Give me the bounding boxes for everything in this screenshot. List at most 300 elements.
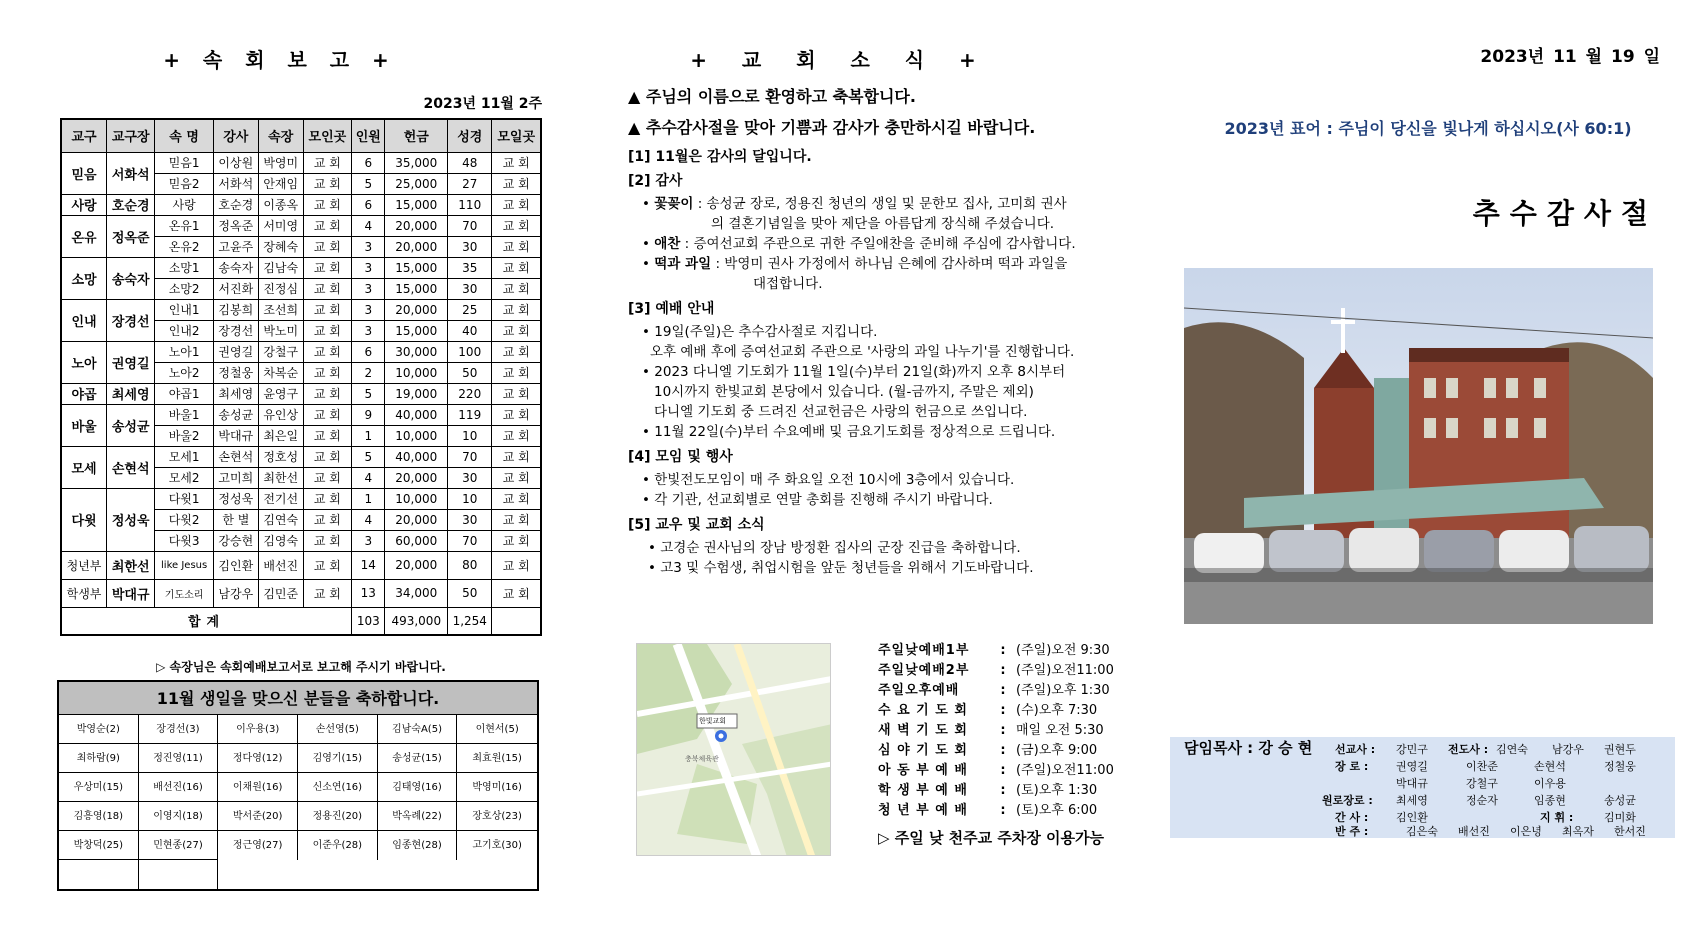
- offering-amount: 20,000: [385, 236, 448, 257]
- meal-keyword: 애찬: [654, 236, 681, 252]
- bible-count: 30: [448, 509, 492, 530]
- conductor-name: 김미화: [1604, 811, 1636, 824]
- birthday-entry: 송성균(15): [378, 744, 458, 773]
- service-row: [878, 701, 1118, 721]
- birthday-entry: 박서준(20): [218, 802, 298, 831]
- speaker-cell: 박대규: [213, 425, 258, 446]
- worship-item-1b: 오후 예배 후에 증여선교회 주관으로 '사랑의 과일 나누기'를 진행합니다.: [650, 344, 1075, 360]
- birthday-entry: 고기호(30): [472, 840, 522, 851]
- bible-count: 30: [448, 467, 492, 488]
- cell-head: 박노미: [258, 320, 303, 341]
- meeting-place: 교 회: [303, 341, 351, 362]
- bible-count: 110: [448, 194, 492, 215]
- member-news-2: • 고3 및 수험생, 취업시험을 앞둔 청년들을 위해서 기도바랍니다.: [648, 560, 1034, 576]
- service-time: (주일)오전11:00: [1016, 663, 1114, 678]
- next-place: 교 회: [492, 488, 541, 509]
- attendance-count: 2: [352, 362, 385, 383]
- fruit-text: : 박영미 권사 가정에서 하나님 은혜에 감사하며 떡과 과일을: [715, 256, 1068, 272]
- col-header: 속장: [258, 119, 303, 152]
- col-header: 모인곳: [303, 119, 351, 152]
- meeting-place: 교 회: [303, 509, 351, 530]
- cell-name: 다윗2: [155, 509, 213, 530]
- event-item-1-text: 한빛전도모임이 매 주 화요일 오전 10시에 3층에서 있습니다.: [654, 472, 1015, 488]
- service-time: (토)오후 6:00: [1016, 803, 1098, 818]
- district-leader-cell: 송성균: [107, 404, 155, 446]
- attendance-count: 3: [352, 257, 385, 278]
- cell-head: 김남숙: [258, 257, 303, 278]
- cell-name: 소망1: [155, 257, 213, 278]
- next-place: 교 회: [492, 579, 541, 607]
- worship-item-1-text: 19일(주일)은 추수감사절로 지킵니다.: [654, 324, 878, 340]
- birthday-entry: 장호상(23): [457, 802, 537, 831]
- birthday-entry: 손선영(5): [298, 715, 378, 744]
- next-place: 교 회: [492, 446, 541, 467]
- accompanist-name: 한서진: [1614, 825, 1646, 838]
- birthday-entry: 이현서(5): [457, 715, 537, 744]
- birthday-entry: 배선진(16): [139, 773, 219, 802]
- worship-item-3: • 11월 22일(수)부터 수요예배 및 금요기도회를 정상적으로 드립니다.: [642, 424, 1056, 440]
- bible-count: 50: [448, 362, 492, 383]
- offering-amount: 60,000: [385, 530, 448, 551]
- elder-label: 장 로 :: [1335, 760, 1369, 773]
- speaker-cell: 장경선: [213, 320, 258, 341]
- cell-name: 다윗3: [155, 530, 213, 551]
- offering-amount: 15,000: [385, 278, 448, 299]
- bible-count: 30: [448, 278, 492, 299]
- bible-count: 48: [448, 152, 492, 173]
- retired-elder-name: 송성균: [1604, 794, 1636, 807]
- attendance-count: 1: [352, 488, 385, 509]
- service-row: [878, 781, 1118, 801]
- cell-head: 조선희: [258, 299, 303, 320]
- service-name: 수 요 기 도 회: [878, 703, 968, 718]
- service-colon: :: [1000, 723, 1006, 738]
- service-colon: :: [1000, 683, 1006, 698]
- speaker-cell: 서진화: [213, 278, 258, 299]
- retired-elder-label: 원로장로 :: [1322, 794, 1373, 807]
- cell-head: 김영숙: [258, 530, 303, 551]
- bible-count: 50: [448, 579, 492, 607]
- bible-count: 10: [448, 425, 492, 446]
- cell-name: 노아2: [155, 362, 213, 383]
- worship-item-2-text: 2023 다니엘 기도회가 11월 1일(수)부터 21일(화)까지 오후 8시부터: [654, 364, 1066, 380]
- district-cell: 소망: [61, 257, 107, 299]
- bible-count: 25: [448, 299, 492, 320]
- cell-head: 강철구: [258, 341, 303, 362]
- col-header: 인원: [352, 119, 385, 152]
- table-row: [61, 404, 541, 425]
- service-name: 학 생 부 예 배: [878, 783, 968, 798]
- worship-item-3-text: 11월 22일(수)부터 수요예배 및 금요기도회를 정상적으로 드립니다.: [654, 424, 1056, 440]
- offering-amount: 15,000: [385, 257, 448, 278]
- fruit-text-2: 대접합니다.: [753, 276, 823, 292]
- cell-name: 인내1: [155, 299, 213, 320]
- worship-item-2c: 다니엘 기도회 중 드려진 선교헌금은 사랑의 헌금으로 쓰입니다.: [654, 404, 1028, 420]
- offering-amount: 20,000: [385, 551, 448, 579]
- accompanist-label: 반 주 :: [1335, 825, 1369, 838]
- next-place: 교 회: [492, 362, 541, 383]
- attendance-count: 4: [352, 509, 385, 530]
- district-cell: 모세: [61, 446, 107, 488]
- district-cell: 인내: [61, 299, 107, 341]
- map-graphic: [637, 644, 831, 856]
- report-week: 2023년 11월 2주: [423, 96, 542, 112]
- col-header: 모일곳: [492, 119, 541, 152]
- bible-count: 70: [448, 215, 492, 236]
- news-body: [628, 84, 1128, 578]
- evangelist-label: 전도사 :: [1448, 743, 1489, 756]
- cell-head: 최은일: [258, 425, 303, 446]
- table-header-row: [61, 119, 541, 152]
- speaker-cell: 정철웅: [213, 362, 258, 383]
- meeting-place: 교 회: [303, 425, 351, 446]
- next-place: 교 회: [492, 467, 541, 488]
- report-body: [61, 152, 541, 607]
- flower-text-2: 의 결혼기념일을 맞아 제단을 아름답게 장식해 주셨습니다.: [711, 216, 1055, 232]
- district-leader-cell: 서화석: [107, 152, 155, 194]
- speaker-cell: 김인환: [213, 551, 258, 579]
- section-5-heading: [5] 교우 및 교회 소식: [628, 517, 765, 533]
- col-header: 교구장: [107, 119, 155, 152]
- retired-elder-name: 정순자: [1466, 794, 1498, 807]
- meeting-place: 교 회: [303, 446, 351, 467]
- speaker-cell: 송숙자: [213, 257, 258, 278]
- worship-item-2: • 2023 다니엘 기도회가 11월 1일(수)부터 21일(화)까지 오후 8시부터: [642, 364, 1066, 380]
- speaker-cell: 송성균: [213, 404, 258, 425]
- accompanist-name: 이은녕: [1510, 825, 1542, 838]
- year-motto: 2023년 표어 : 주님이 당신을 빛나게 하십시오(사 60:1): [1224, 119, 1632, 138]
- cell-head: 김민준: [258, 579, 303, 607]
- table-row: [61, 215, 541, 236]
- table-row: [61, 446, 541, 467]
- offering-amount: 10,000: [385, 488, 448, 509]
- meeting-place: 교 회: [303, 551, 351, 579]
- next-place: 교 회: [492, 173, 541, 194]
- attendance-count: 1: [352, 425, 385, 446]
- district-leader-cell: 정옥준: [107, 215, 155, 257]
- birthday-entry: 김남숙A(5): [378, 715, 458, 744]
- cell-name: 믿음2: [155, 173, 213, 194]
- meeting-place: 교 회: [303, 278, 351, 299]
- cell-head: 차복순: [258, 362, 303, 383]
- offering-amount: 20,000: [385, 467, 448, 488]
- elder-name: 이찬준: [1466, 760, 1498, 773]
- service-name: 주일오후예배: [878, 683, 960, 698]
- bible-count: 220: [448, 383, 492, 404]
- birthday-entry: 정근영(27): [218, 831, 298, 860]
- cell-head: 김연숙: [258, 509, 303, 530]
- table-row: [61, 383, 541, 404]
- cell-head: 이종옥: [258, 194, 303, 215]
- news-title: + 교 회 소 식 +: [690, 48, 990, 72]
- announcement: ▲ 추수감사절을 맞아 기쁨과 감사가 충만하시길 바랍니다.: [628, 118, 1036, 137]
- meeting-place: 교 회: [303, 257, 351, 278]
- event-item-1: • 한빛전도모임이 매 주 화요일 오전 10시에 3층에서 있습니다.: [642, 472, 1015, 488]
- district-cell: 다윗: [61, 488, 107, 551]
- cell-name: 야곱1: [155, 383, 213, 404]
- church-building-image: [1184, 268, 1653, 624]
- speaker-cell: 강승현: [213, 530, 258, 551]
- bible-count: 80: [448, 551, 492, 579]
- service-time: (주일)오전 9:30: [1016, 643, 1110, 658]
- birthday-entry: 박영미(16): [457, 773, 537, 802]
- elder-name: 박대규: [1396, 777, 1428, 790]
- table-row: [61, 551, 541, 579]
- season-title: 추수감사절: [1472, 197, 1658, 230]
- bible-count: 40: [448, 320, 492, 341]
- total-row: [61, 607, 541, 635]
- service-colon: :: [1000, 743, 1006, 758]
- district-leader-cell: 최세영: [107, 383, 155, 404]
- conductor-label: 지 휘 :: [1540, 811, 1574, 824]
- attendance-count: 14: [352, 551, 385, 579]
- cell-name: 노아1: [155, 341, 213, 362]
- attendance-count: 6: [352, 194, 385, 215]
- cell-name: 모세1: [155, 446, 213, 467]
- next-place: 교 회: [492, 215, 541, 236]
- service-name: 청 년 부 예 배: [878, 803, 968, 818]
- offering-amount: 20,000: [385, 299, 448, 320]
- bible-count: 27: [448, 173, 492, 194]
- cell-head: 유인상: [258, 404, 303, 425]
- evangelist-name: 남강우: [1552, 743, 1584, 756]
- offering-amount: 30,000: [385, 341, 448, 362]
- service-row: [878, 641, 1118, 661]
- fruit-item: • 떡과 과일 : 박영미 권사 가정에서 하나님 은혜에 감사하며 떡과 과일을: [642, 256, 1068, 272]
- district-cell: 학생부: [61, 579, 107, 607]
- birthday-entry: 김흥영(18): [59, 802, 139, 831]
- district-leader-cell: 송숙자: [107, 257, 155, 299]
- elder-name: 권영길: [1396, 760, 1428, 773]
- meeting-place: 교 회: [303, 467, 351, 488]
- service-row: [878, 681, 1118, 701]
- district-leader-cell: 손현석: [107, 446, 155, 488]
- speaker-cell: 고미희: [213, 467, 258, 488]
- meeting-place: 교 회: [303, 215, 351, 236]
- attendance-count: 3: [352, 278, 385, 299]
- cell-name: like Jesus: [155, 551, 213, 579]
- birthday-entry: 정진영(11): [139, 744, 219, 773]
- attendance-count: 3: [352, 299, 385, 320]
- bible-count: 100: [448, 341, 492, 362]
- offering-amount: 19,000: [385, 383, 448, 404]
- meeting-place: 교 회: [303, 152, 351, 173]
- service-row: [878, 801, 1118, 821]
- speaker-cell: 정성욱: [213, 488, 258, 509]
- speaker-cell: 고윤주: [213, 236, 258, 257]
- worship-item-2b: 10시까지 한빛교회 본당에서 있습니다. (월-금까지, 주말은 제외): [654, 384, 1034, 400]
- next-place: 교 회: [492, 551, 541, 579]
- cell-name: 소망2: [155, 278, 213, 299]
- total-empty: [492, 607, 541, 635]
- next-place: 교 회: [492, 383, 541, 404]
- speaker-cell: 이상원: [213, 152, 258, 173]
- meeting-place: 교 회: [303, 173, 351, 194]
- birthday-entry: 장경선(3): [139, 715, 219, 744]
- flower-item: • 꽃꽂이 : 송성균 장로, 정용진 청년의 생일 및 문한모 집사, 고미희 권사: [642, 196, 1067, 212]
- accompanist-name: 배선진: [1458, 825, 1490, 838]
- cell-head: 박영미: [258, 152, 303, 173]
- meeting-place: 교 회: [303, 579, 351, 607]
- report-title: + 속 회 보 고 +: [163, 48, 397, 72]
- map-gym-label: 충북체육관: [685, 755, 719, 763]
- offering-amount: 15,000: [385, 194, 448, 215]
- bible-count: 30: [448, 236, 492, 257]
- meeting-place: 교 회: [303, 194, 351, 215]
- member-news-1-text: 고경순 권사님의 장남 방정환 집사의 군장 진급을 축하합니다.: [660, 540, 1021, 556]
- birthday-grid: [59, 715, 537, 889]
- cell-name: 다윗1: [155, 488, 213, 509]
- attendance-count: 5: [352, 383, 385, 404]
- birthday-entry: 신소연(16): [298, 773, 378, 802]
- bible-count: 35: [448, 257, 492, 278]
- service-row: [878, 721, 1118, 741]
- birthday-entry: 최하람(9): [59, 744, 139, 773]
- col-header: 교구: [61, 119, 107, 152]
- district-cell: 청년부: [61, 551, 107, 579]
- next-place: 교 회: [492, 278, 541, 299]
- next-place: 교 회: [492, 509, 541, 530]
- cell-head: 전기선: [258, 488, 303, 509]
- district-leader-cell: 박대규: [107, 579, 155, 607]
- meal-item: • 애찬 : 증여선교회 주관으로 귀한 주일애찬을 준비해 주심에 감사합니다.: [642, 236, 1076, 252]
- cell-name: 바울2: [155, 425, 213, 446]
- event-item-2-text: 각 기관, 선교회별로 연말 총회를 진행해 주시기 바랍니다.: [654, 492, 993, 508]
- service-name: 주일낮예배2부: [878, 663, 970, 678]
- birthday-entry: 정용진(20): [298, 802, 378, 831]
- bible-count: 119: [448, 404, 492, 425]
- next-place: 교 회: [492, 236, 541, 257]
- elder-name: 정철웅: [1604, 760, 1636, 773]
- district-leader-cell: 호순경: [107, 194, 155, 215]
- birthday-entry: [59, 860, 139, 889]
- birthday-entry: 박창덕(25): [59, 831, 139, 860]
- flower-text: : 송성균 장로, 정용진 청년의 생일 및 문한모 집사, 고미희 권사: [697, 196, 1067, 212]
- birthday-entry: 이준우(28): [298, 831, 378, 860]
- birthday-entry: 이영지(18): [139, 802, 219, 831]
- service-time: (주일)오전11:00: [1016, 763, 1114, 778]
- service-name: 주일낮예배1부: [878, 643, 970, 658]
- birthday-title: 11월 생일을 맞으신 분들을 축하합니다.: [59, 682, 537, 715]
- elder-name: 강철구: [1466, 777, 1498, 790]
- col-header: 강사: [213, 119, 258, 152]
- total-bible: 1,254: [448, 607, 492, 635]
- table-row: [61, 488, 541, 509]
- offering-amount: 34,000: [385, 579, 448, 607]
- cell-head: 장혜숙: [258, 236, 303, 257]
- cell-head: 서미영: [258, 215, 303, 236]
- retired-elder-name: 최세영: [1396, 794, 1428, 807]
- birthday-entry: 박옥례(22): [378, 802, 458, 831]
- accompanist-name: 김은숙: [1406, 825, 1438, 838]
- meeting-place: 교 회: [303, 404, 351, 425]
- service-time: (토)오후 1:30: [1016, 783, 1098, 798]
- service-name: 새 벽 기 도 회: [878, 723, 968, 738]
- table-row: [61, 299, 541, 320]
- service-colon: :: [1000, 663, 1006, 678]
- total-count: 103: [352, 607, 385, 635]
- service-row: [878, 761, 1118, 781]
- district-leader-cell: 권영길: [107, 341, 155, 383]
- district-cell: 믿음: [61, 152, 107, 194]
- church-photo: [1184, 268, 1653, 624]
- bible-count: 10: [448, 488, 492, 509]
- next-place: 교 회: [492, 299, 541, 320]
- speaker-cell: 남강우: [213, 579, 258, 607]
- service-colon: :: [1000, 763, 1006, 778]
- attendance-count: 13: [352, 579, 385, 607]
- speaker-cell: 서화석: [213, 173, 258, 194]
- offering-amount: 25,000: [385, 173, 448, 194]
- offering-amount: 10,000: [385, 425, 448, 446]
- attendance-count: 6: [352, 341, 385, 362]
- total-label: 합계: [61, 607, 352, 635]
- district-cell: 사랑: [61, 194, 107, 215]
- bible-count: 70: [448, 530, 492, 551]
- birthday-entry: 최효원(15): [457, 744, 537, 773]
- district-leader-cell: 장경선: [107, 299, 155, 341]
- offering-amount: 40,000: [385, 446, 448, 467]
- district-cell: 바울: [61, 404, 107, 446]
- accompanist-name: 최옥자: [1562, 825, 1594, 838]
- section-2-heading: [2] 감사: [628, 173, 683, 189]
- attendance-count: 5: [352, 446, 385, 467]
- service-colon: :: [1000, 803, 1006, 818]
- cell-name: 온유1: [155, 215, 213, 236]
- next-place: 교 회: [492, 425, 541, 446]
- flower-keyword: 꽃꽂이: [654, 196, 694, 212]
- section-1-heading: [1] 11월은 감사의 달입니다.: [628, 149, 812, 165]
- elder-name: 손현석: [1534, 760, 1566, 773]
- bible-count: 70: [448, 446, 492, 467]
- meeting-place: 교 회: [303, 236, 351, 257]
- service-schedule: [878, 641, 1118, 848]
- missionary-label: 선교사 :: [1335, 743, 1376, 756]
- cell-head: 정호성: [258, 446, 303, 467]
- speaker-cell: 정옥준: [213, 215, 258, 236]
- service-colon: :: [1000, 643, 1006, 658]
- meal-text: : 증여선교회 주관으로 귀한 주일애찬을 준비해 주심에 감사합니다.: [684, 236, 1076, 252]
- table-row: [61, 341, 541, 362]
- district-leader-cell: 정성욱: [107, 488, 155, 551]
- missionary-name: 강민구: [1396, 743, 1428, 756]
- attendance-count: 3: [352, 320, 385, 341]
- next-place: 교 회: [492, 257, 541, 278]
- offering-amount: 15,000: [385, 320, 448, 341]
- table-row: [61, 194, 541, 215]
- meeting-place: 교 회: [303, 362, 351, 383]
- next-place: 교 회: [492, 194, 541, 215]
- offering-amount: 20,000: [385, 509, 448, 530]
- cell-name: 기도소리: [155, 579, 213, 607]
- speaker-cell: 손현석: [213, 446, 258, 467]
- cell-report-table: [60, 118, 542, 636]
- next-place: 교 회: [492, 404, 541, 425]
- service-row: [878, 661, 1118, 681]
- table-row: [61, 257, 541, 278]
- cell-head: 안재임: [258, 173, 303, 194]
- member-news-1: • 고경순 권사님의 장남 방정환 집사의 군장 진급을 축하합니다.: [648, 540, 1021, 556]
- location-map: [636, 643, 831, 856]
- col-header: 헌금: [385, 119, 448, 152]
- birthday-entry: 우상미(15): [59, 773, 139, 802]
- col-header: 속 명: [155, 119, 213, 152]
- offering-amount: 10,000: [385, 362, 448, 383]
- service-time: (주일)오후 1:30: [1016, 683, 1110, 698]
- attendance-count: 4: [352, 215, 385, 236]
- district-cell: 야곱: [61, 383, 107, 404]
- birthday-entry: 정다영(12): [218, 744, 298, 773]
